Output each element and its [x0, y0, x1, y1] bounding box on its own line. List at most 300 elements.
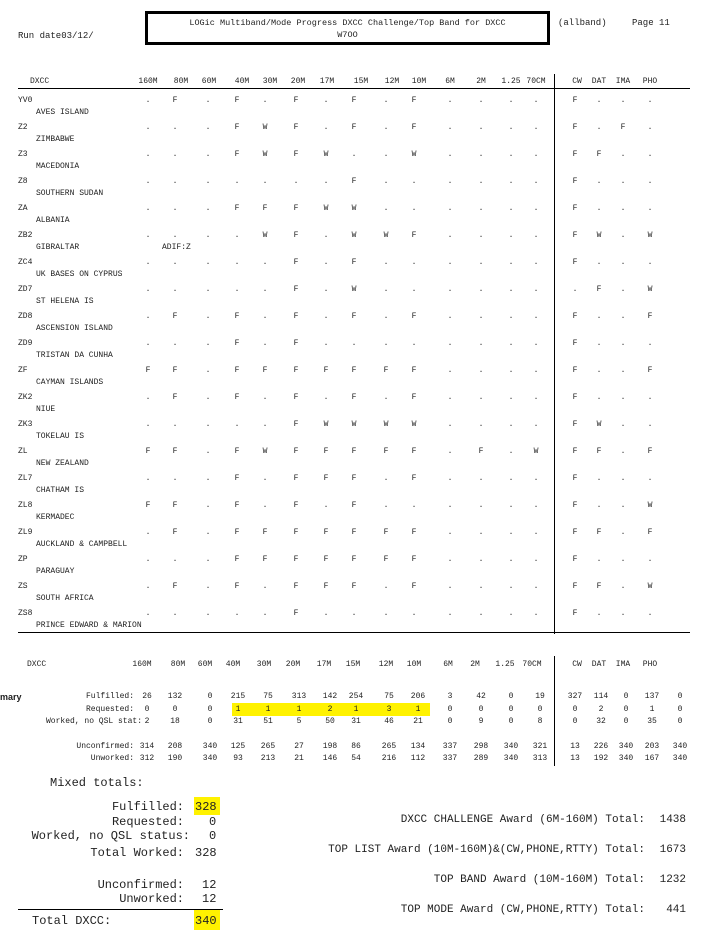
summary-column-header-15: CW: [572, 660, 582, 669]
mixed-worked-label: Worked, no QSL status:: [31, 829, 190, 843]
summary-band-value: 1: [353, 705, 359, 714]
band-status-cell: .: [293, 177, 299, 186]
summary-band-value: 2: [327, 705, 333, 714]
band-status-cell: F: [383, 366, 389, 375]
band-status-cell: .: [383, 150, 389, 159]
column-header-9: 12M: [384, 77, 400, 86]
band-status-cell: .: [172, 474, 178, 483]
band-status-cell: .: [145, 528, 151, 537]
summary-band-value: 298: [473, 742, 489, 751]
summary-band-value: 313: [291, 692, 307, 701]
summary-band-value: 0: [172, 705, 178, 714]
band-status-cell: .: [262, 339, 268, 348]
summary-row-label: Unconfirmed:: [76, 742, 134, 751]
band-status-cell: F: [411, 393, 417, 402]
band-status-cell: .: [205, 204, 211, 213]
summary-column-header-18: PHO: [642, 660, 658, 669]
summary-band-value: 142: [322, 692, 338, 701]
entity-prefix: ZL9: [18, 528, 33, 537]
summary-mode-value: 0: [623, 692, 629, 701]
summary-column-header-5: 30M: [256, 660, 272, 669]
mixed-worked-value: 0: [209, 829, 217, 843]
band-status-cell: W: [262, 123, 268, 132]
band-status-cell: .: [508, 204, 514, 213]
band-status-cell: .: [205, 150, 211, 159]
entity-prefix: Z8: [18, 177, 28, 186]
summary-row-label: Requested:: [85, 705, 134, 714]
band-status-cell: .: [478, 474, 484, 483]
mode-status-cell: F: [572, 366, 578, 375]
band-status-cell: F: [234, 312, 240, 321]
band-status-cell: F: [411, 474, 417, 483]
summary-band-value: 5: [296, 717, 302, 726]
summary-band-value: 31: [351, 717, 361, 726]
summary-band-value: 265: [381, 742, 397, 751]
summary-column-header-0: DXCC: [27, 660, 47, 669]
summary-band-value: 42: [476, 692, 486, 701]
band-status-cell: F: [293, 501, 299, 510]
band-status-cell: F: [323, 582, 329, 591]
band-status-cell: .: [262, 312, 268, 321]
column-header-4: 40M: [234, 77, 250, 86]
mode-status-cell: .: [596, 258, 602, 267]
mixed-requested-label: Requested:: [111, 815, 184, 829]
summary-column-header-4: 40M: [225, 660, 241, 669]
mode-status-cell: F: [572, 150, 578, 159]
mode-status-cell: W: [647, 231, 653, 240]
band-status-cell: .: [533, 204, 539, 213]
band-status-cell: .: [205, 528, 211, 537]
band-status-cell: W: [533, 447, 539, 456]
mode-status-cell: .: [620, 501, 626, 510]
band-status-cell: .: [533, 582, 539, 591]
mode-status-cell: F: [572, 555, 578, 564]
band-status-cell: .: [478, 258, 484, 267]
column-header-2: 80M: [173, 77, 189, 86]
page-number: [632, 18, 670, 28]
band-status-cell: F: [262, 528, 268, 537]
mode-status-cell: F: [596, 285, 602, 294]
band-status-cell: .: [205, 393, 211, 402]
summary-mode-value: 0: [677, 705, 683, 714]
band-status-cell: .: [145, 420, 151, 429]
total-dxcc-label: Total DXCC:: [32, 914, 112, 928]
mode-status-cell: .: [596, 204, 602, 213]
summary-band-value: 132: [167, 692, 183, 701]
mode-status-cell: F: [596, 447, 602, 456]
band-status-cell: .: [145, 123, 151, 132]
band-status-cell: F: [323, 555, 329, 564]
band-status-cell: W: [411, 420, 417, 429]
entity-name: ST HELENA IS: [36, 297, 94, 306]
band-status-cell: .: [205, 285, 211, 294]
mode-status-cell: F: [572, 609, 578, 618]
summary-band-value: 1: [296, 705, 302, 714]
band-status-cell: .: [383, 582, 389, 591]
entity-name: NEW ZEALAND: [36, 459, 89, 468]
mode-status-cell: F: [572, 204, 578, 213]
band-status-cell: F: [293, 528, 299, 537]
band-status-cell: .: [262, 501, 268, 510]
band-status-cell: F: [172, 366, 178, 375]
band-status-cell: .: [205, 609, 211, 618]
entity-prefix: Z2: [18, 123, 28, 132]
band-status-cell: F: [262, 204, 268, 213]
entity-prefix: ZA: [18, 204, 28, 213]
summary-mode-value: 32: [596, 717, 606, 726]
column-header-18: PHO: [642, 77, 658, 86]
band-status-cell: .: [447, 285, 453, 294]
band-status-cell: .: [478, 528, 484, 537]
mode-status-cell: .: [647, 204, 653, 213]
band-status-cell: .: [533, 258, 539, 267]
summary-column-header-1: 160M: [132, 660, 152, 669]
mode-status-cell: F: [572, 231, 578, 240]
mode-status-cell: F: [572, 339, 578, 348]
band-status-cell: F: [234, 366, 240, 375]
summary-band-value: 313: [532, 754, 548, 763]
summary-band-value: 1: [265, 705, 271, 714]
callsign: W7OO: [337, 30, 358, 40]
band-status-cell: .: [508, 231, 514, 240]
summary-mode-value: 203: [644, 742, 660, 751]
mode-status-cell: F: [572, 393, 578, 402]
entity-name: TRISTAN DA CUNHA: [36, 351, 113, 360]
summary-column-header-12: 2M: [470, 660, 480, 669]
entity-name: AUCKLAND & CAMPBELL: [36, 540, 128, 549]
summary-band-value: 254: [348, 692, 364, 701]
summary-mode-value: 0: [623, 717, 629, 726]
column-header-0: DXCC: [30, 77, 50, 86]
band-status-cell: .: [383, 123, 389, 132]
band-status-cell: .: [205, 123, 211, 132]
band-status-cell: .: [447, 609, 453, 618]
band-status-cell: .: [262, 285, 268, 294]
summary-band-value: 213: [260, 754, 276, 763]
band-status-cell: F: [351, 528, 357, 537]
summary-column-header-17: IMA: [615, 660, 631, 669]
summary-mode-value: 114: [593, 692, 609, 701]
band-status-cell: .: [323, 177, 329, 186]
mixed-total-worked-label: Total Worked:: [90, 846, 184, 860]
summary-band-value: 0: [508, 705, 514, 714]
summary-band-value: 134: [410, 742, 426, 751]
mode-status-cell: .: [620, 555, 626, 564]
entity-name: MACEDONIA: [36, 162, 80, 171]
entity-prefix: Z3: [18, 150, 28, 159]
band-status-cell: .: [351, 339, 357, 348]
band-status-cell: W: [323, 204, 329, 213]
band-status-cell: .: [145, 312, 151, 321]
band-status-cell: .: [172, 204, 178, 213]
summary-band-value: 216: [381, 754, 397, 763]
mode-status-cell: F: [572, 312, 578, 321]
band-status-cell: .: [478, 555, 484, 564]
band-status-cell: .: [172, 420, 178, 429]
band-status-cell: W: [323, 150, 329, 159]
band-status-cell: F: [172, 96, 178, 105]
summary-band-value: 206: [410, 692, 426, 701]
band-status-cell: F: [383, 555, 389, 564]
band-status-cell: .: [172, 609, 178, 618]
band-status-cell: .: [205, 312, 211, 321]
mode-status-cell: .: [596, 96, 602, 105]
band-status-cell: F: [234, 447, 240, 456]
band-status-cell: .: [383, 501, 389, 510]
band-status-cell: F: [293, 609, 299, 618]
award-label: TOP LIST Award (10M-160M)&(CW,PHONE,RTTY) Total:: [328, 844, 645, 856]
band-status-cell: .: [172, 258, 178, 267]
band-status-cell: .: [172, 231, 178, 240]
mode-status-cell: F: [572, 123, 578, 132]
mode-status-cell: F: [647, 312, 653, 321]
band-status-cell: F: [411, 312, 417, 321]
entity-name: PRINCE EDWARD & MARION: [36, 621, 142, 630]
summary-band-value: 18: [170, 717, 180, 726]
band-status-cell: .: [205, 96, 211, 105]
summary-mode-value: 2: [598, 705, 604, 714]
award-label: TOP BAND Award (10M-160M) Total:: [433, 874, 645, 886]
band-status-cell: F: [293, 447, 299, 456]
band-status-cell: .: [508, 555, 514, 564]
summary-mode-value: 0: [572, 705, 578, 714]
summary-label: mary: [0, 692, 22, 702]
summary-mode-value: 340: [618, 742, 634, 751]
band-status-cell: .: [323, 393, 329, 402]
summary-band-value: 337: [442, 754, 458, 763]
band-status-cell: .: [447, 312, 453, 321]
band-status-cell: .: [478, 366, 484, 375]
band-status-cell: F: [293, 96, 299, 105]
band-status-cell: .: [383, 609, 389, 618]
band-status-cell: F: [351, 96, 357, 105]
mode-status-cell: .: [647, 177, 653, 186]
page-value: 11: [659, 18, 670, 28]
mode-label: (allband): [558, 18, 607, 28]
band-status-cell: .: [205, 582, 211, 591]
band-status-cell: .: [172, 285, 178, 294]
band-status-cell: .: [172, 177, 178, 186]
band-status-cell: F: [293, 285, 299, 294]
mode-status-cell: F: [572, 528, 578, 537]
band-status-cell: F: [323, 366, 329, 375]
summary-band-value: 31: [233, 717, 243, 726]
band-status-cell: .: [533, 231, 539, 240]
band-status-cell: .: [383, 312, 389, 321]
summary-column-header-16: DAT: [591, 660, 607, 669]
band-status-cell: .: [533, 339, 539, 348]
band-status-cell: .: [262, 420, 268, 429]
mode-status-cell: .: [620, 339, 626, 348]
band-status-cell: .: [262, 474, 268, 483]
band-status-cell: W: [383, 231, 389, 240]
band-status-cell: F: [262, 366, 268, 375]
band-status-cell: .: [145, 555, 151, 564]
summary-band-value: 0: [447, 705, 453, 714]
summary-mode-value: 167: [644, 754, 660, 763]
band-status-cell: .: [533, 528, 539, 537]
band-status-cell: F: [234, 339, 240, 348]
column-header-7: 17M: [319, 77, 335, 86]
band-status-cell: .: [533, 366, 539, 375]
band-status-cell: .: [508, 258, 514, 267]
summary-band-value: 340: [202, 754, 218, 763]
summary-band-value: 54: [351, 754, 361, 763]
run-date-label: Run date: [18, 31, 62, 41]
mode-status-cell: W: [647, 285, 653, 294]
band-status-cell: .: [533, 555, 539, 564]
band-status-cell: .: [262, 177, 268, 186]
summary-row-label: Fulfilled:: [85, 692, 134, 701]
band-status-cell: .: [447, 339, 453, 348]
summary-band-value: 46: [384, 717, 394, 726]
summary-band-value: 86: [351, 742, 361, 751]
summary-band-value: 289: [473, 754, 489, 763]
mode-status-cell: .: [620, 312, 626, 321]
table-bottom-rule: [18, 632, 690, 633]
band-status-cell: .: [478, 123, 484, 132]
column-header-13: 1.25: [501, 77, 521, 86]
band-status-cell: F: [293, 474, 299, 483]
band-status-cell: .: [508, 528, 514, 537]
summary-column-header-8: 15M: [345, 660, 361, 669]
band-status-cell: F: [293, 150, 299, 159]
entity-name: ALBANIA: [36, 216, 70, 225]
summary-mode-value: 0: [572, 717, 578, 726]
mode-status-cell: F: [596, 150, 602, 159]
summary-band-value: 0: [447, 717, 453, 726]
summary-mode-value: 192: [593, 754, 609, 763]
mode-status-cell: .: [647, 123, 653, 132]
entity-prefix: YV0: [18, 96, 33, 105]
mode-status-cell: .: [620, 258, 626, 267]
band-status-cell: .: [447, 528, 453, 537]
band-status-cell: .: [323, 258, 329, 267]
band-status-cell: .: [447, 447, 453, 456]
entity-name: ASCENSION ISLAND: [36, 324, 113, 333]
band-status-cell: F: [351, 177, 357, 186]
mode-status-cell: W: [596, 420, 602, 429]
mixed-unworked-value: 12: [202, 892, 217, 906]
band-status-cell: F: [145, 501, 151, 510]
summary-band-value: 312: [139, 754, 155, 763]
column-header-5: 30M: [262, 77, 278, 86]
mode-status-cell: F: [596, 582, 602, 591]
summary-band-value: 3: [386, 705, 392, 714]
entity-name: ZIMBABWE: [36, 135, 75, 144]
band-status-cell: F: [262, 555, 268, 564]
band-status-cell: .: [533, 150, 539, 159]
mixed-unconfirmed-label: Unconfirmed:: [97, 878, 184, 892]
summary-band-value: 0: [508, 692, 514, 701]
band-status-cell: .: [145, 285, 151, 294]
band-status-cell: .: [447, 393, 453, 402]
band-status-cell: F: [411, 96, 417, 105]
summary-divider: [554, 656, 555, 766]
band-status-cell: F: [172, 528, 178, 537]
band-status-cell: .: [262, 258, 268, 267]
band-status-cell: .: [447, 474, 453, 483]
band-status-cell: F: [323, 474, 329, 483]
band-status-cell: .: [508, 474, 514, 483]
band-status-cell: .: [447, 96, 453, 105]
band-status-cell: .: [323, 231, 329, 240]
band-status-cell: .: [323, 312, 329, 321]
band-status-cell: .: [533, 123, 539, 132]
mixed-unworked-label: Unworked:: [119, 892, 184, 906]
entity-prefix: ZB2: [18, 231, 33, 240]
entity-name: TOKELAU IS: [36, 432, 85, 441]
mixed-fulfilled-value: 328: [195, 800, 217, 814]
mode-status-cell: F: [647, 366, 653, 375]
entity-prefix: ZL: [18, 447, 28, 456]
summary-band-value: 51: [263, 717, 273, 726]
entity-name: UK BASES ON CYPRUS: [36, 270, 123, 279]
band-status-cell: .: [145, 96, 151, 105]
band-status-cell: W: [262, 447, 268, 456]
band-status-cell: F: [293, 123, 299, 132]
band-status-cell: .: [508, 312, 514, 321]
entity-prefix: ZD9: [18, 339, 33, 348]
band-status-cell: .: [205, 231, 211, 240]
band-status-cell: F: [351, 312, 357, 321]
band-status-cell: .: [533, 312, 539, 321]
band-status-cell: .: [234, 258, 240, 267]
summary-band-value: 50: [325, 717, 335, 726]
band-status-cell: .: [478, 96, 484, 105]
band-status-cell: .: [351, 150, 357, 159]
summary-band-value: 208: [167, 742, 183, 751]
summary-band-value: 0: [207, 717, 213, 726]
band-status-cell: .: [533, 285, 539, 294]
summary-band-value: 314: [139, 742, 155, 751]
summary-band-value: 27: [294, 742, 304, 751]
band-status-cell: W: [262, 231, 268, 240]
band-status-cell: F: [172, 312, 178, 321]
band-status-cell: .: [508, 339, 514, 348]
band-status-cell: .: [478, 501, 484, 510]
band-status-cell: F: [293, 312, 299, 321]
summary-band-value: 19: [535, 692, 545, 701]
column-header-8: 15M: [353, 77, 369, 86]
band-status-cell: .: [447, 231, 453, 240]
band-status-cell: F: [293, 393, 299, 402]
band-status-cell: .: [323, 123, 329, 132]
mode-status-cell: .: [620, 420, 626, 429]
band-status-cell: F: [172, 501, 178, 510]
summary-column-header-7: 17M: [316, 660, 332, 669]
band-status-cell: .: [411, 609, 417, 618]
summary-mode-value: 340: [618, 754, 634, 763]
entity-prefix: ZS8: [18, 609, 33, 618]
band-status-cell: .: [323, 96, 329, 105]
entity-prefix: ZS: [18, 582, 28, 591]
summary-band-value: 1: [235, 705, 241, 714]
total-rule: [18, 909, 223, 910]
total-dxcc-value: 340: [195, 914, 217, 928]
mode-status-cell: .: [620, 204, 626, 213]
mode-status-cell: .: [647, 258, 653, 267]
band-status-cell: .: [383, 339, 389, 348]
summary-band-value: 2: [144, 717, 150, 726]
mode-status-cell: .: [620, 582, 626, 591]
mode-status-cell: .: [596, 177, 602, 186]
award-value: 1232: [659, 874, 686, 886]
band-status-cell: .: [447, 204, 453, 213]
summary-band-value: 0: [537, 705, 543, 714]
band-status-cell: .: [172, 123, 178, 132]
column-header-16: DAT: [591, 77, 607, 86]
